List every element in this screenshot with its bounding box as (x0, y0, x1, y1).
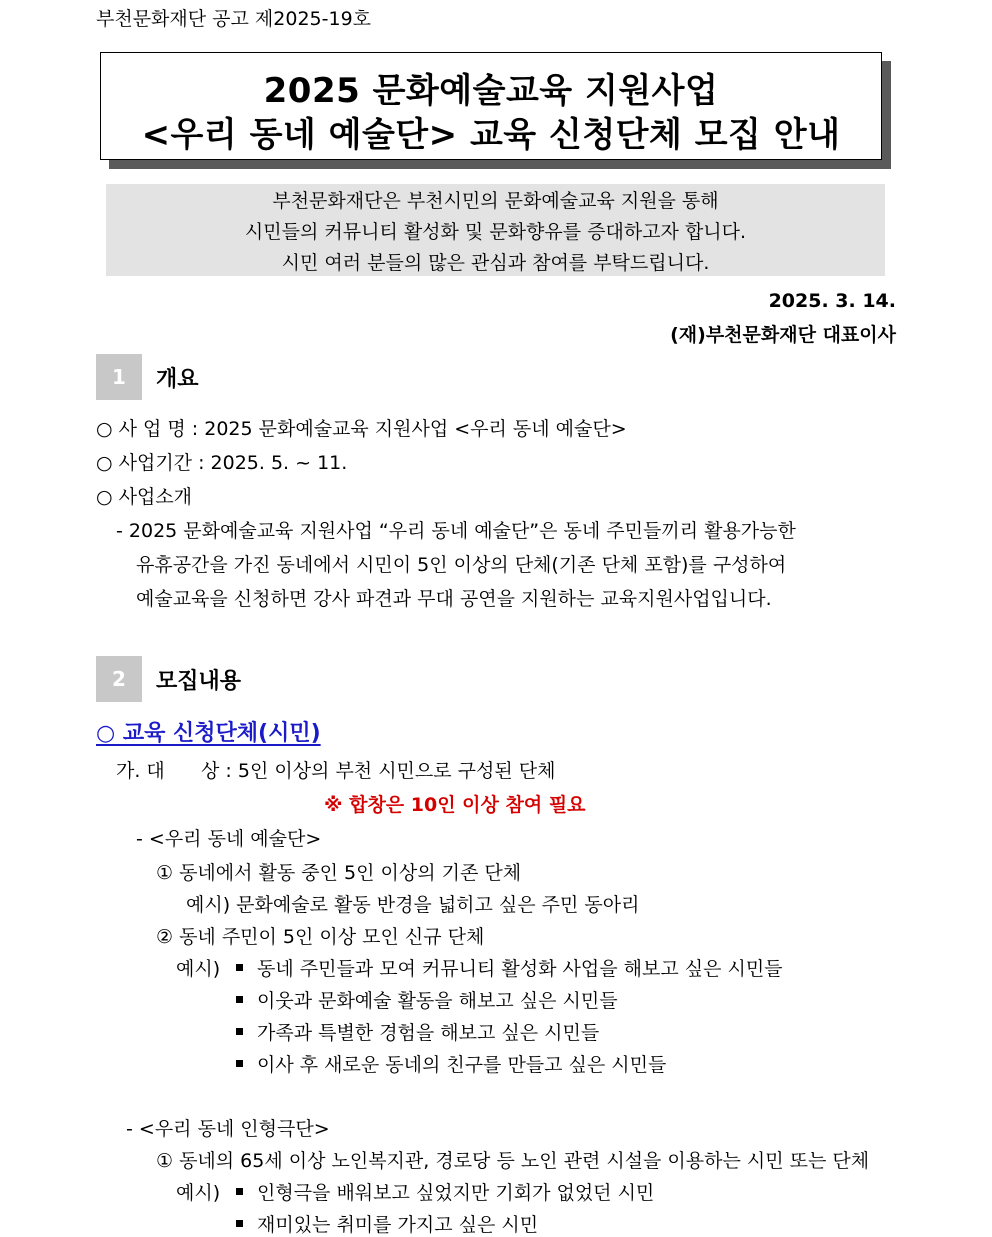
notice-number: 부천문화재단 공고 제2025-19호 (96, 8, 372, 30)
description-line-2: 유휴공간을 가진 동네에서 시민이 5인 이상의 단체(기존 단체 포함)를 구성하여 (136, 554, 787, 576)
intro-line-3: 시민 여러 분들의 많은 관심과 참여를 부탁드립니다. (281, 252, 710, 274)
bullet-icon (236, 996, 243, 1003)
arts-group-item-1: ① 동네에서 활동 중인 5인 이상의 기존 단체 (156, 862, 522, 884)
title-line-2: <우리 동네 예술단> 교육 신청단체 모집 안내 (141, 115, 841, 155)
arts-example-item: 가족과 특별한 경험을 해보고 싶은 시민들 (236, 1018, 599, 1045)
arts-example-item: 동네 주민들과 모여 커뮤니티 활성화 사업을 해보고 싶은 시민들 (236, 954, 783, 981)
puppet-group-item-1: ① 동네의 65세 이상 노인복지관, 경로당 등 노인 관련 시설을 이용하는 시민 또는 단체 (156, 1150, 870, 1172)
arts-example-label: 예시) (176, 958, 221, 980)
bullet-icon (236, 1188, 243, 1195)
title-line-1: 2025 문화예술교육 지원사업 (263, 71, 719, 111)
arts-group-item-1-example: 예시) 문화예술로 활동 반경을 넓히고 싶은 주민 동아리 (186, 894, 640, 916)
puppet-example-label: 예시) (176, 1182, 221, 1204)
subheading-applicant-group: ○ 교육 신청단체(시민) (96, 721, 321, 746)
intro-line-1: 부천문화재단은 부천시민의 문화예술교육 지원을 통해 (272, 190, 719, 212)
title-box (100, 52, 882, 160)
puppet-example-item: 재미있는 취미를 가지고 싶은 시민 (236, 1210, 538, 1237)
section-1-number: 1 (96, 354, 142, 400)
issuer: (재)부천문화재단 대표이사 (670, 324, 896, 346)
description-line-1: - 2025 문화예술교육 지원사업 “우리 동네 예술단”은 동네 주민들끼리 활용가능한 (116, 520, 796, 542)
section-2-title: 모집내용 (156, 669, 242, 694)
description-line-3: 예술교육을 신청하면 강사 파견과 무대 공연을 지원하는 교육지원사업입니다. (136, 588, 772, 610)
arts-group-heading: - <우리 동네 예술단> (136, 828, 322, 850)
section-1-title: 개요 (156, 367, 199, 392)
chorus-note: ※ 합창은 10인 이상 참여 필요 (324, 794, 586, 816)
puppet-example-item: 인형극을 배워보고 싶었지만 기회가 없었던 시민 (236, 1178, 654, 1205)
bullet-icon (236, 1220, 243, 1227)
intro-line-2: 시민들의 커뮤니티 활성화 및 문화향유를 증대하고자 합니다. (244, 221, 747, 243)
overview-item-name: ○ 사 업 명 : 2025 문화예술교육 지원사업 <우리 동네 예술단> (96, 418, 627, 440)
arts-group-item-2: ② 동네 주민이 5인 이상 모인 신규 단체 (156, 926, 485, 948)
bullet-icon (236, 1060, 243, 1067)
overview-item-intro: ○ 사업소개 (96, 486, 193, 508)
intro-box (106, 184, 885, 276)
section-2-number: 2 (96, 656, 142, 702)
arts-example-item: 이사 후 새로운 동네의 친구를 만들고 싶은 시민들 (236, 1050, 666, 1077)
overview-item-period: ○ 사업기간 : 2025. 5. ~ 11. (96, 452, 348, 474)
bullet-icon (236, 964, 243, 971)
puppet-group-heading: - <우리 동네 인형극단> (126, 1118, 330, 1140)
bullet-icon (236, 1028, 243, 1035)
target-line: 가. 대 상 : 5인 이상의 부천 시민으로 구성된 단체 (116, 760, 556, 782)
issue-date: 2025. 3. 14. (768, 290, 896, 312)
arts-example-item: 이웃과 문화예술 활동을 해보고 싶은 시민들 (236, 986, 618, 1013)
